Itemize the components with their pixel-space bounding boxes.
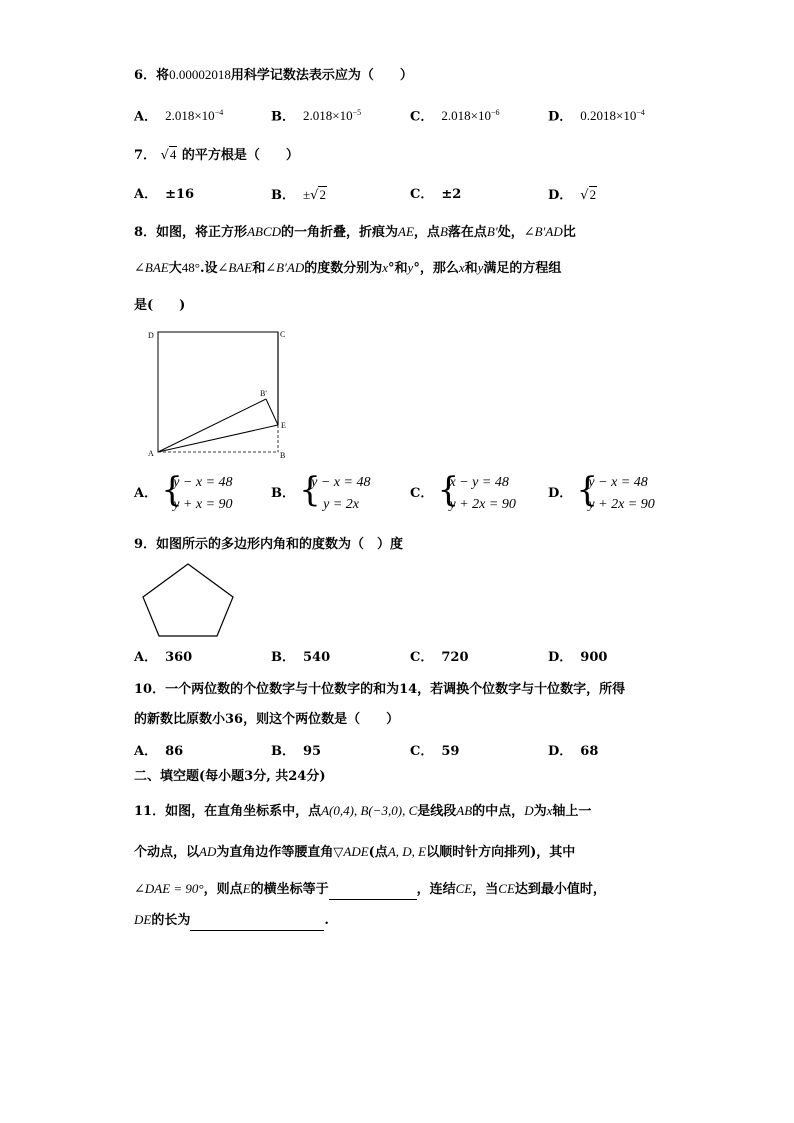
q8-number: 8． bbox=[134, 225, 157, 240]
q6-option-b[interactable]: B． $2.018\times 10^{-5}$ bbox=[271, 108, 362, 125]
q11-stem-line2: 个动点，以AD为直角边作等腰直角▽ADE(点A, D, E以顺时针方向排列)，其中 bbox=[134, 844, 576, 860]
segment-ab-prime bbox=[158, 399, 266, 452]
q10-option-a[interactable]: A． 86 bbox=[134, 744, 184, 759]
q9-option-a[interactable]: A． 360 bbox=[134, 650, 193, 665]
q8-option-b[interactable]: B． { y − x = 48 y = 2x bbox=[271, 470, 371, 512]
label-d: D bbox=[148, 331, 154, 340]
q8-stem-line3: 是( ) bbox=[134, 298, 186, 313]
label-e: E bbox=[281, 421, 286, 430]
pentagon bbox=[143, 564, 233, 636]
answer-blank-2[interactable] bbox=[190, 912, 324, 931]
q9-pentagon-figure bbox=[138, 560, 238, 642]
q8-stem-line2: ∠BAE大48°.设∠BAE和∠B′AD的度数分别为x°和y°，那么x和y满足的方程组 bbox=[134, 260, 562, 276]
answer-blank-1[interactable] bbox=[329, 881, 417, 900]
q6-stem: 6．将0.00002018用科学记数法表示应为（ ） bbox=[134, 67, 413, 83]
q11-number: 11． bbox=[134, 804, 166, 819]
q10-stem-line1: 10．一个两位数的个位数字与十位数字的和为14，若调换个位数字与十位数字，所得 bbox=[134, 682, 626, 697]
q8-stem-line1: 8．如图，将正方形ABCD的一角折叠，折痕为AE，点B落在点B′处，∠B′AD比 bbox=[134, 224, 576, 240]
segment-b-prime-e bbox=[266, 399, 278, 425]
label-b: B bbox=[280, 451, 286, 460]
q6-value: 0.00002018 bbox=[169, 67, 231, 82]
section-heading: 二、填空题(每小题3分, 共24分) bbox=[134, 769, 326, 784]
sqrt-symbol: √2 bbox=[580, 187, 597, 203]
q6-number: 6． bbox=[134, 68, 157, 83]
q10-option-d[interactable]: D． 68 bbox=[548, 744, 599, 759]
q10-number: 10． bbox=[134, 682, 166, 697]
q10-option-b[interactable]: B． 95 bbox=[271, 744, 322, 759]
q11-stem-line4: DE的长为 . bbox=[134, 911, 329, 931]
q7-option-c[interactable]: C． ±2 bbox=[410, 187, 462, 202]
q11-stem-line1: 11．如图，在直角坐标系中，点A(0,4), B(−3,0), C是线段AB的中点，D为x轴上一 bbox=[134, 803, 592, 819]
q9-number: 9． bbox=[134, 537, 157, 552]
q11-stem-line3: ∠DAE = 90°，则点E的横坐标等于 ，连结CE，当CE达到最小值时， bbox=[134, 880, 606, 900]
label-a: A bbox=[148, 449, 154, 458]
q9-option-d[interactable]: D． 900 bbox=[548, 650, 608, 665]
q10-option-c[interactable]: C． 59 bbox=[410, 744, 460, 759]
q6-option-c[interactable]: C． $2.018\times 10^{-6}$ bbox=[410, 108, 500, 125]
label-b-prime: B' bbox=[260, 389, 267, 398]
q8-option-d[interactable]: D． { y − x = 48 y + 2x = 90 bbox=[548, 470, 655, 512]
q7-option-d[interactable]: D． √2 bbox=[548, 187, 597, 203]
sqrt-symbol: √2 bbox=[310, 187, 326, 203]
q7-option-a[interactable]: A． ±16 bbox=[134, 187, 195, 202]
q7-number: 7． bbox=[134, 148, 157, 163]
q8-option-c[interactable]: C． { x − y = 48 y + 2x = 90 bbox=[410, 470, 516, 512]
q7-option-b[interactable]: B． ±√2 bbox=[271, 187, 326, 203]
q9-option-b[interactable]: B． 540 bbox=[271, 650, 331, 665]
q10-stem-line2: 的新数比原数小36，则这个两位数是（ ） bbox=[134, 712, 400, 727]
q9-option-c[interactable]: C． 720 bbox=[410, 650, 469, 665]
q7-stem: 7． √4 的平方根是（ ） bbox=[134, 147, 299, 163]
q9-stem: 9．如图所示的多边形内角和的度数为（ ）度 bbox=[134, 537, 404, 552]
q6-option-d[interactable]: D． $0.2018\times 10^{-4}$ bbox=[548, 108, 645, 125]
label-c: C bbox=[280, 330, 286, 339]
fold-line-ae bbox=[158, 425, 278, 452]
sqrt-symbol: √4 bbox=[160, 147, 177, 163]
q8-square-figure bbox=[140, 322, 300, 462]
q8-option-a[interactable]: A． { y − x = 48 y + x = 90 bbox=[134, 470, 233, 512]
q6-option-a[interactable]: A． $2.018\times 10^{-4}$ bbox=[134, 108, 224, 125]
